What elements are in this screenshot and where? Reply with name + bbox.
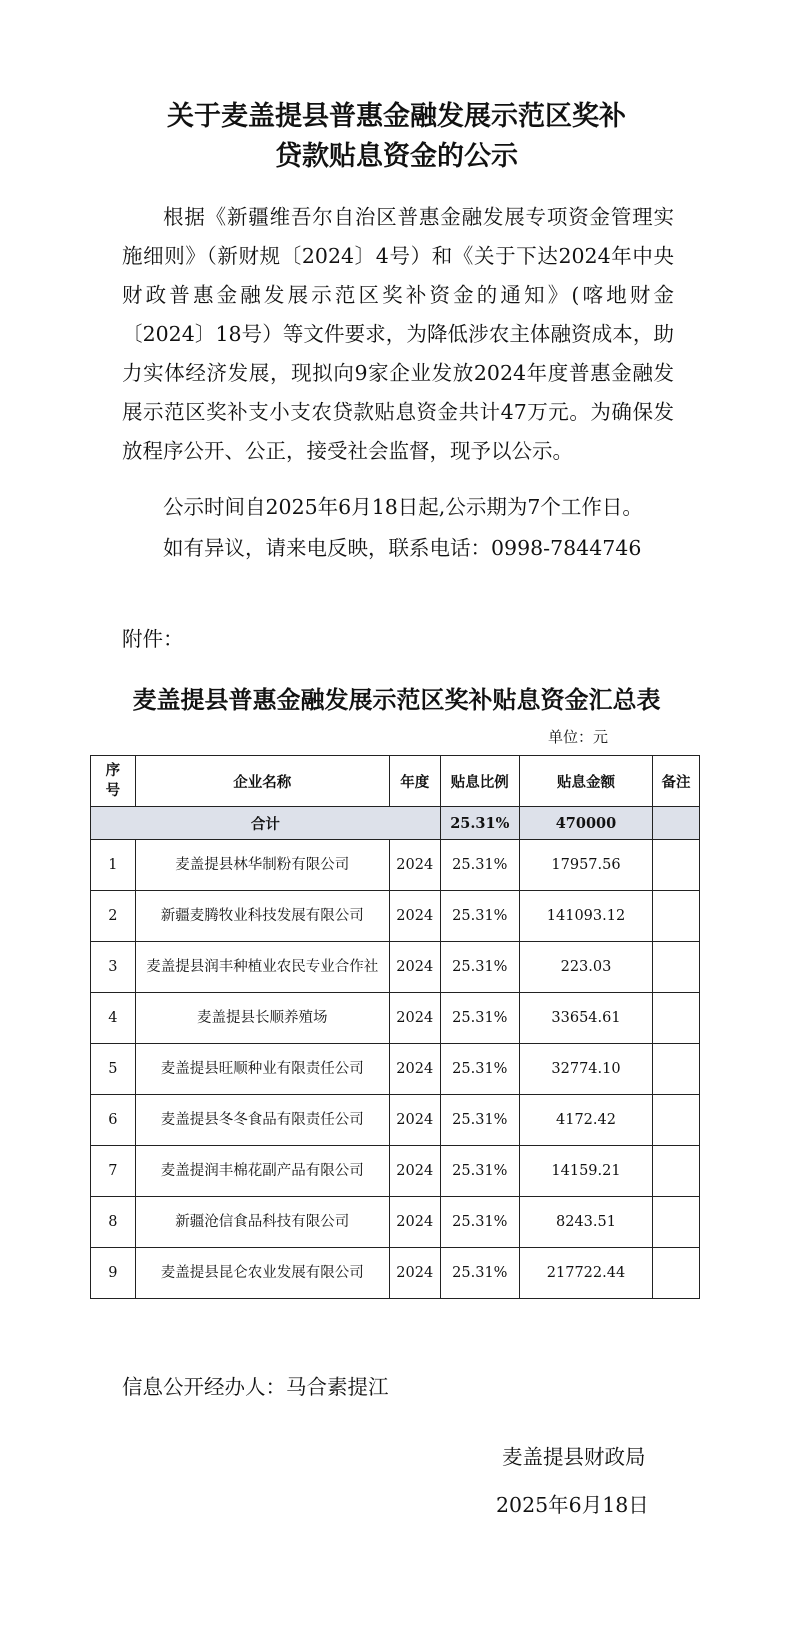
notice-period-text: 公示时间自2025年6月18日起,公示期为7个工作日。 (163, 495, 643, 519)
row-seq: 5 (91, 1044, 136, 1095)
issue-date: 2025年6月18日 (496, 1493, 649, 1517)
row-amount: 4172.42 (519, 1095, 652, 1146)
table-title: 麦盖提县普惠金融发展示范区奖补贴息资金汇总表 (132, 685, 661, 714)
table-row (91, 840, 700, 891)
table-row (91, 1248, 700, 1299)
issuing-organization: 麦盖提县财政局 (502, 1445, 646, 1469)
row-year: 2024 (389, 1044, 440, 1095)
total-amount: 470000 (519, 807, 652, 840)
header-note: 备注 (653, 756, 700, 807)
table-row (91, 1095, 700, 1146)
document-title-line2: 贷款贴息资金的公示 (275, 141, 518, 172)
row-seq: 6 (91, 1095, 136, 1146)
table-unit: 单位：元 (548, 728, 609, 746)
row-company-name: 麦盖提润丰棉花副产品有限公司 (135, 1146, 389, 1197)
total-row (91, 807, 700, 840)
row-year: 2024 (389, 942, 440, 993)
attachment-label: 附件： (122, 627, 184, 651)
table-row (91, 993, 700, 1044)
row-note (653, 1197, 700, 1248)
row-note (653, 1044, 700, 1095)
row-ratio: 25.31% (440, 993, 519, 1044)
row-ratio: 25.31% (440, 840, 519, 891)
row-amount: 33654.61 (519, 993, 652, 1044)
row-company-name: 新疆沧信食品科技有限公司 (135, 1197, 389, 1248)
row-note (653, 840, 700, 891)
row-ratio: 25.31% (440, 891, 519, 942)
row-ratio: 25.31% (440, 1248, 519, 1299)
row-year: 2024 (389, 1146, 440, 1197)
row-ratio: 25.31% (440, 942, 519, 993)
row-year: 2024 (389, 891, 440, 942)
contact-phone-text: 如有异议，请来电反映，联系电话：0998-7844746 (163, 536, 642, 560)
total-ratio: 25.31% (440, 807, 519, 840)
row-note (653, 891, 700, 942)
header-amount: 贴息金额 (519, 756, 652, 807)
row-seq: 9 (91, 1248, 136, 1299)
row-ratio: 25.31% (440, 1146, 519, 1197)
row-year: 2024 (389, 1248, 440, 1299)
table-header-row (91, 756, 700, 807)
row-company-name: 麦盖提县昆仑农业发展有限公司 (135, 1248, 389, 1299)
table-row (91, 1197, 700, 1248)
subsidy-summary-table (90, 755, 700, 1299)
notice-paragraph: 根据《新疆维吾尔自治区普惠金融发展专项资金管理实施细则》（新财规〔2024〕4号）和《关于下达2024年中央财政普惠金融发展示范区奖补资金的通知》(喀地财金〔2024〕18号）等文件要求，为降低涉农主体融资成本，助力实体经济发展，现拟向9家企业发放2024年度普惠金融发展示范区奖补支小支农贷款贴息资金共计47万元。为确保发放程序公开、公正，接受社会监督，现予以公示。 (122, 205, 674, 463)
row-note (653, 942, 700, 993)
row-year: 2024 (389, 1095, 440, 1146)
row-note (653, 1095, 700, 1146)
row-seq: 7 (91, 1146, 136, 1197)
row-company-name: 麦盖提县润丰种植业农民专业合作社 (135, 942, 389, 993)
row-note (653, 1146, 700, 1197)
table-row (91, 891, 700, 942)
header-ratio: 贴息比例 (440, 756, 519, 807)
row-amount: 217722.44 (519, 1248, 652, 1299)
table-row (91, 1044, 700, 1095)
row-ratio: 25.31% (440, 1044, 519, 1095)
row-year: 2024 (389, 840, 440, 891)
total-note (653, 807, 700, 840)
total-label: 合计 (91, 807, 441, 840)
header-seq: 序号 (91, 756, 136, 807)
row-year: 2024 (389, 1197, 440, 1248)
row-seq: 3 (91, 942, 136, 993)
row-amount: 141093.12 (519, 891, 652, 942)
row-company-name: 麦盖提县林华制粉有限公司 (135, 840, 389, 891)
table-row (91, 942, 700, 993)
table-row (91, 1146, 700, 1197)
row-amount: 14159.21 (519, 1146, 652, 1197)
row-seq: 2 (91, 891, 136, 942)
row-ratio: 25.31% (440, 1197, 519, 1248)
row-seq: 8 (91, 1197, 136, 1248)
row-company-name: 麦盖提县旺顺种业有限责任公司 (135, 1044, 389, 1095)
row-seq: 4 (91, 993, 136, 1044)
header-year: 年度 (389, 756, 440, 807)
row-amount: 8243.51 (519, 1197, 652, 1248)
row-ratio: 25.31% (440, 1095, 519, 1146)
header-name: 企业名称 (135, 756, 389, 807)
row-company-name: 新疆麦腾牧业科技发展有限公司 (135, 891, 389, 942)
row-amount: 17957.56 (519, 840, 652, 891)
row-amount: 223.03 (519, 942, 652, 993)
row-amount: 32774.10 (519, 1044, 652, 1095)
row-company-name: 麦盖提县冬冬食品有限责任公司 (135, 1095, 389, 1146)
row-seq: 1 (91, 840, 136, 891)
row-note (653, 993, 700, 1044)
row-note (653, 1248, 700, 1299)
document-title-line1: 关于麦盖提县普惠金融发展示范区奖补 (167, 101, 626, 132)
row-year: 2024 (389, 993, 440, 1044)
contact-person: 信息公开经办人：马合素提江 (122, 1375, 389, 1399)
row-company-name: 麦盖提县长顺养殖场 (135, 993, 389, 1044)
